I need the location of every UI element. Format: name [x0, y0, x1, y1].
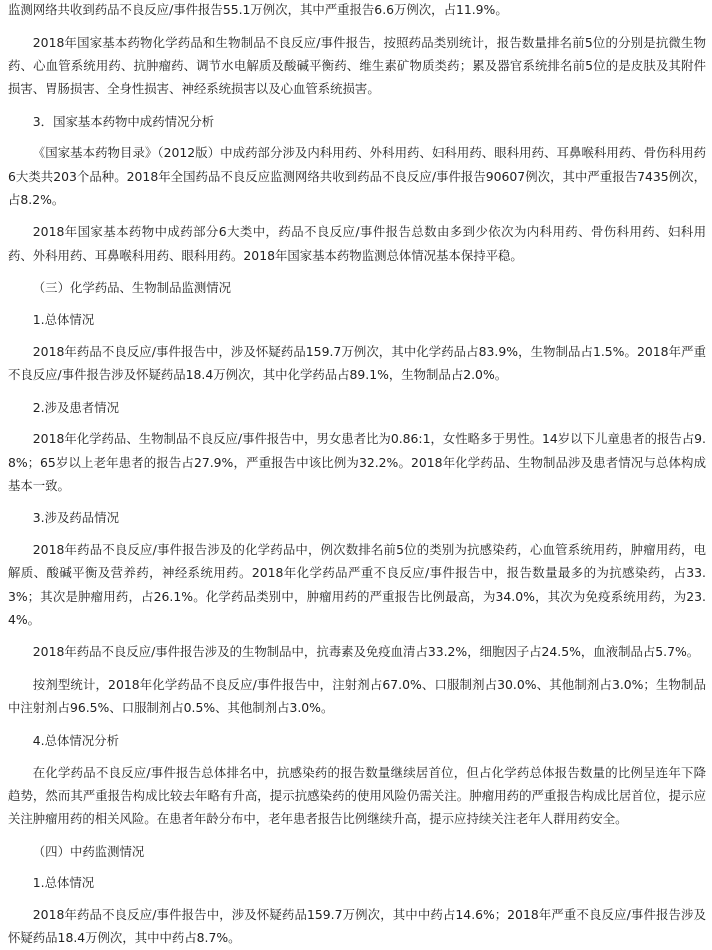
paragraph: 2018年国家基本药物化学药品和生物制品不良反应/事件报告，按照药品类别统计，报告数量排名前5位的分别是抗微生物药、心血管系统用药、抗肿瘤药、调节水电解质及酸碱平衡药、维生素矿物质类药；累及器官系统排名前5位的是皮肤及其附件损害、胃肠损害、全身性损害、神经系统损害以及心血管系统损害。: [8, 34, 706, 96]
paragraph: 2018年药品不良反应/事件报告涉及的化学药品中，例次数排名前5位的类别为抗感染药，心血管系统用药，肿瘤用药，电解质、酸碱平衡及营养药，神经系统用药。2018年化学药品严重不良反应/事件报告中，报告数量最多的为抗感染药，占33.3%；其次是肿瘤用药，占26.1%。化学药品类别中，肿瘤用药的严重报告比例最高，为34.0%，其次为免疫系统用药，为23.4%。: [8, 542, 706, 627]
subsection-heading: 1.总体情况: [32, 311, 95, 327]
paragraph: 监测网络共收到药品不良反应/事件报告55.1万例次，其中严重报告6.6万例次，占11.9%。: [8, 2, 508, 17]
paragraph: 2018年药品不良反应/事件报告涉及的生物制品中，抗毒素及免疫血清占33.2%，细胞因子占24.5%，血液制品占5.7%。: [32, 644, 700, 660]
subsection-heading: 2.涉及患者情况: [32, 399, 119, 415]
paragraph: 2018年国家基本药物中成药部分6大类中，药品不良反应/事件报告总数由多到少依次为内科用药、骨伤科用药、妇科用药、外科用药、耳鼻喉科用药、眼科用药。2018年国家基本药物监测总体情况基本保持平稳。: [8, 224, 706, 263]
subsection-heading: 3.涉及药品情况: [32, 510, 119, 526]
paragraph: 《国家基本药物目录》（2012版）中成药部分涉及内科用药、外科用药、妇科用药、眼科用药、耳鼻喉科用药、骨伤科用药6大类共203个品种。2018年全国药品不良反应监测网络共收到药品不良反应/事件报告90607例次，其中严重报告7435例次，占8.2%。: [8, 145, 706, 207]
paragraph: 按剂型统计，2018年化学药品不良反应/事件报告中，注射剂占67.0%、口服制剂占30.0%、其他制剂占3.0%；生物制品中注射剂占96.5%、口服制剂占0.5%、其他制剂占3.0%。: [8, 676, 706, 716]
paragraph: 在化学药品不良反应/事件报告总体排名中，抗感染药的报告数量继续居首位，但占化学药总体报告数量的比例呈连年下降趋势，然而其严重报告构成比较去年略有升高，提示抗感染药的使用风险仍需关注。肿瘤用药的严重报告构成比居首位，提示应关注肿瘤用药的相关风险。在患者年龄分布中，老年患者报告比例继续升高，提示应持续关注老年人群用药安全。: [8, 764, 706, 826]
section-heading: （四）中药监测情况: [32, 843, 145, 859]
paragraph: 2018年药品不良反应/事件报告中，涉及怀疑药品159.7万例次，其中中药占14.6%；2018年严重不良反应/事件报告涉及怀疑药品18.4万例次，其中中药占8.7%。: [8, 907, 706, 946]
subsection-heading: 4.总体情况分析: [32, 732, 119, 748]
section-heading: （三）化学药品、生物制品监测情况: [32, 280, 232, 296]
subsection-heading: 1.总体情况: [32, 875, 95, 891]
paragraph: 2018年化学药品、生物制品不良反应/事件报告中，男女患者比为0.86:1，女性略多于男性。14岁以下儿童患者的报告占9.8%；65岁以上老年患者的报告占27.9%，严重报告中该比例为32.2%。2018年化学药品、生物制品涉及患者情况与总体构成基本一致。: [8, 431, 706, 493]
paragraph: 2018年药品不良反应/事件报告中，涉及怀疑药品159.7万例次，其中化学药品占83.9%，生物制品占1.5%。2018年严重不良反应/事件报告涉及怀疑药品18.4万例次，其中化学药品占89.1%，生物制品占2.0%。: [8, 343, 706, 382]
section-heading: 3．国家基本药物中成药情况分析: [32, 113, 215, 129]
